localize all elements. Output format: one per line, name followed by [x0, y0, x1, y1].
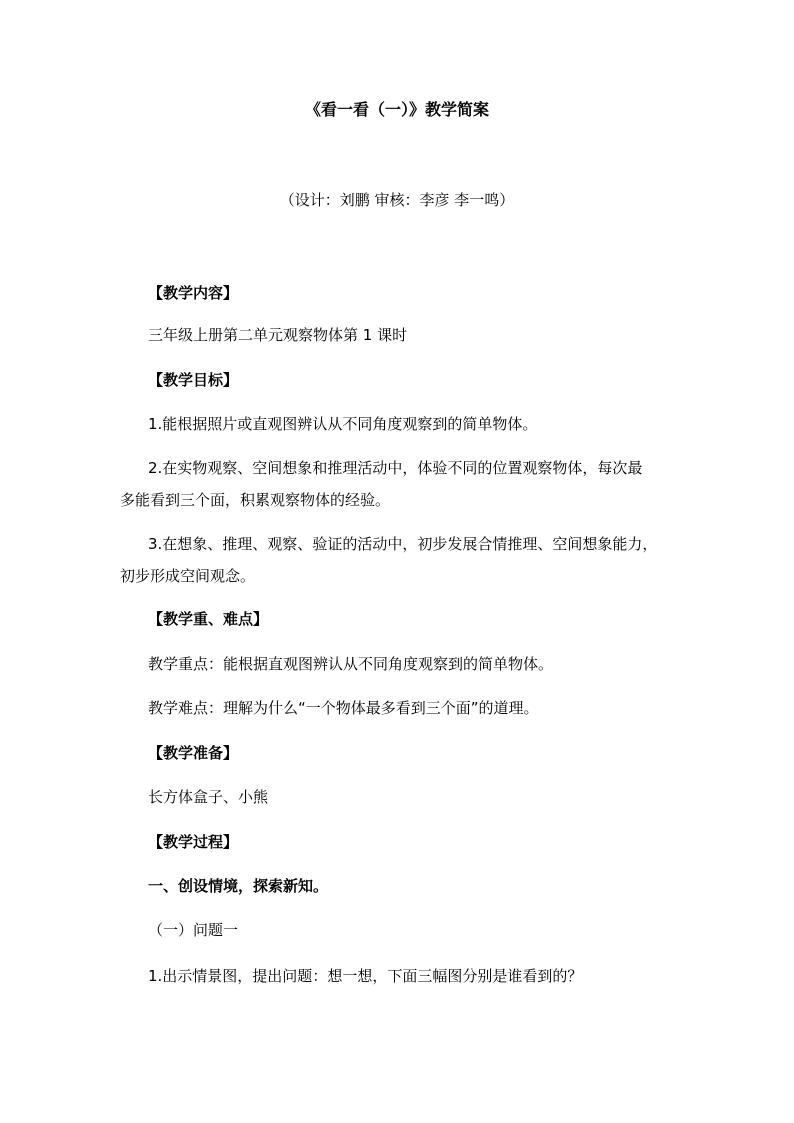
goal-3-line-1: 3.在想象、推理、观察、验证的活动中，初步发展合情推理、空间想象能力， [148, 535, 658, 553]
process-heading: 【教学过程】 [148, 833, 239, 851]
keypoints-heading: 【教学重、难点】 [148, 610, 269, 628]
goal-3-line-2: 初步形成空间观念。 [120, 567, 256, 585]
content-heading: 【教学内容】 [148, 284, 239, 302]
goal-1: 1.能根据照片或直观图辨认从不同角度观察到的简单物体。 [148, 415, 538, 433]
sub-1-heading: （一）问题一 [148, 921, 239, 939]
goal-2-line-1: 2.在实物观察、空间想象和推理活动中，体验不同的位置观察物体，每次最 [148, 459, 643, 477]
document-byline: （设计：刘鹏 审核：李彦 李一鸣） [279, 191, 515, 209]
difficulty-text: 教学难点：理解为什么“一个物体最多看到三个面”的道理。 [148, 699, 539, 717]
goal-2-line-2: 多能看到三个面，积累观察物体的经验。 [120, 491, 391, 509]
content-text: 三年级上册第二单元观察物体第 1 课时 [148, 326, 408, 344]
document-title: 《看一看（一）》教学简案 [304, 100, 489, 119]
keypoint-text: 教学重点：能根据直观图辨认从不同角度观察到的简单物体。 [148, 655, 554, 673]
prep-text: 长方体盒子、小熊 [148, 788, 269, 806]
prep-heading: 【教学准备】 [148, 744, 239, 762]
sub-1-item-1: 1.出示情景图，提出问题：想一想，下面三幅图分别是谁看到的？ [148, 967, 583, 985]
step-1-heading: 一、创设情境，探索新知。 [148, 877, 329, 895]
goals-heading: 【教学目标】 [148, 371, 239, 389]
